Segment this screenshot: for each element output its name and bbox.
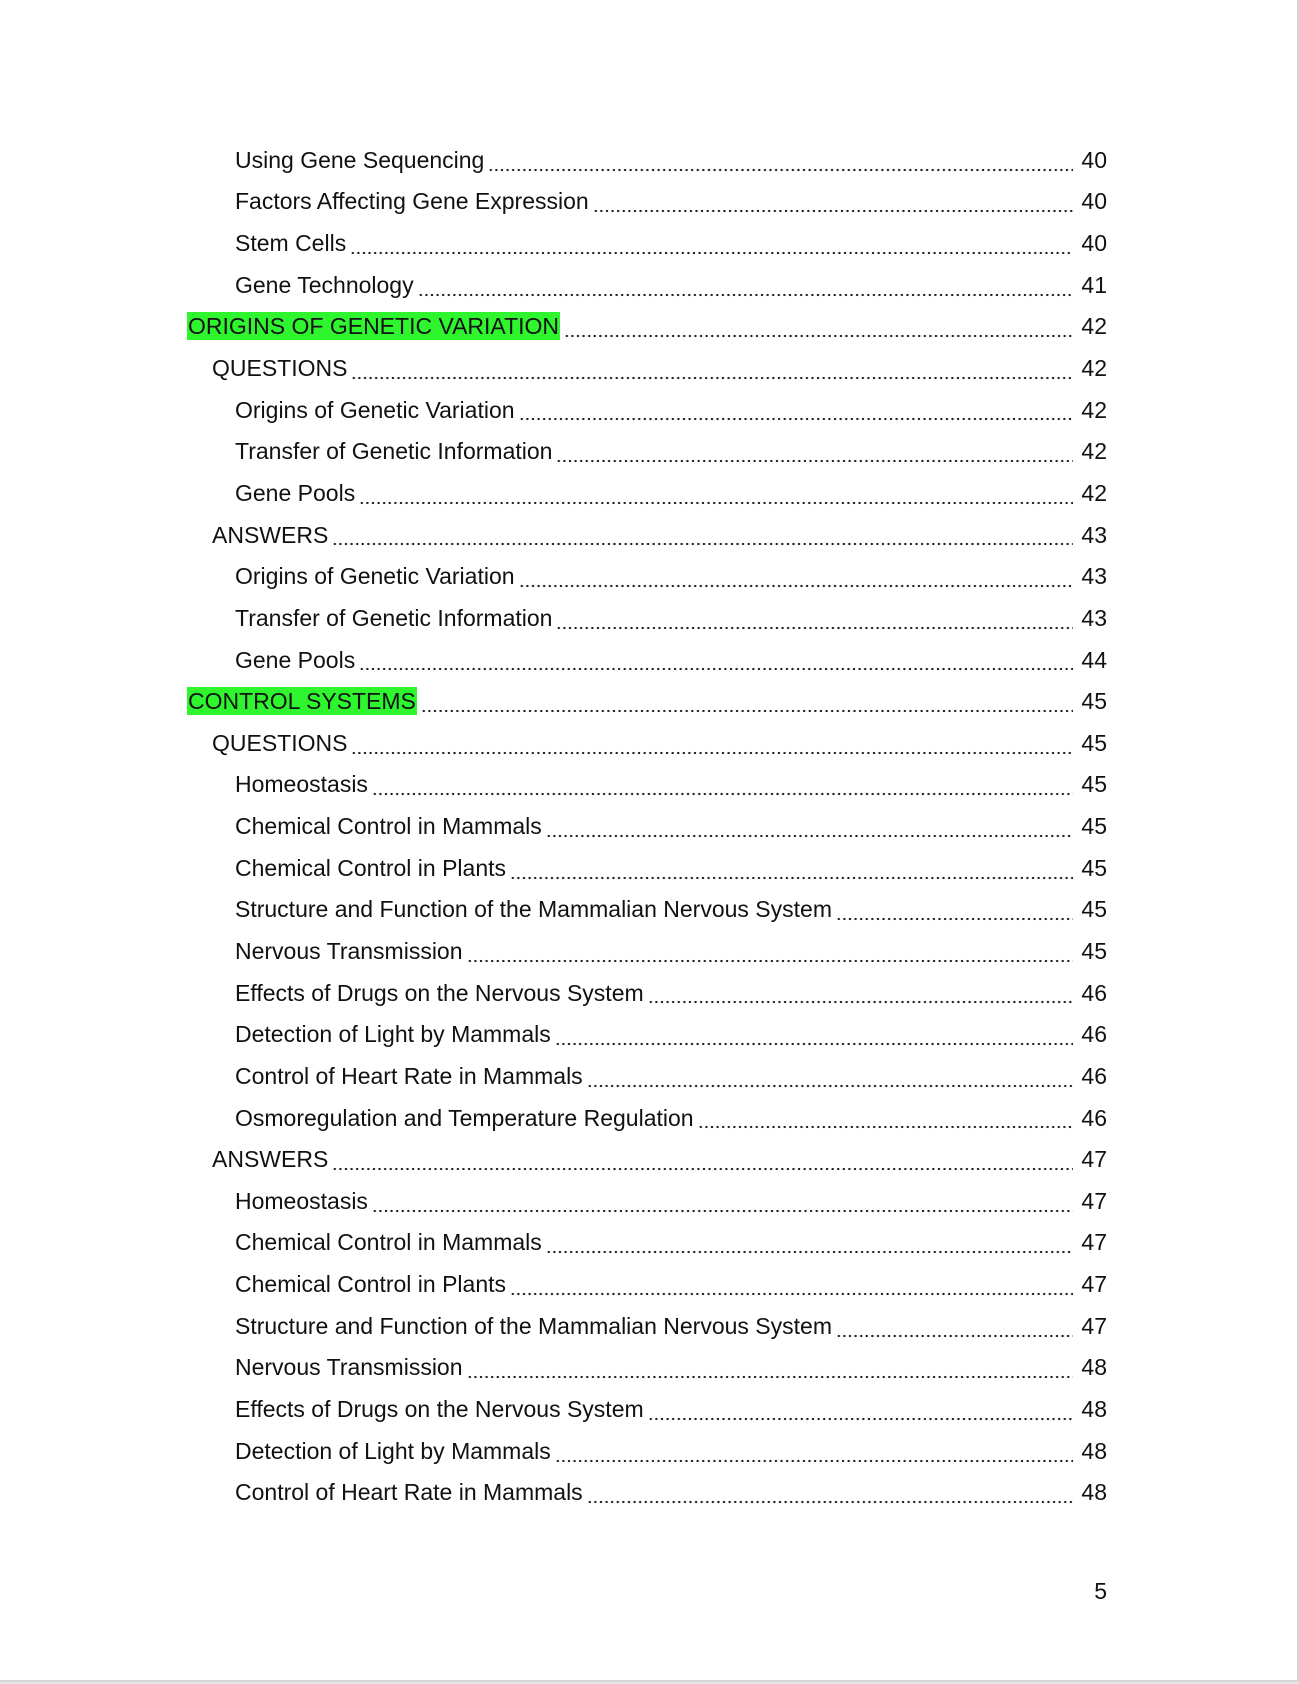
toc-entry[interactable] — [0, 1138, 1297, 1180]
toc-entry-title[interactable]: Effects of Drugs on the Nervous System — [235, 1396, 644, 1423]
toc-entry-page-number[interactable]: 46 — [1081, 1062, 1107, 1089]
dot-leader — [350, 235, 1073, 255]
dot-leader — [593, 193, 1073, 213]
toc-entry-page-number[interactable]: 48 — [1081, 1396, 1107, 1423]
dot-leader — [555, 1443, 1073, 1463]
toc-entry[interactable] — [0, 1472, 1297, 1514]
toc-entry-title[interactable]: Detection of Light by Mammals — [235, 1021, 551, 1048]
dot-leader — [564, 318, 1073, 338]
toc-entry-page-number[interactable]: 41 — [1081, 271, 1107, 298]
toc-entry-title[interactable]: Stem Cells — [235, 230, 347, 257]
dot-leader — [587, 1068, 1073, 1088]
toc-entry[interactable] — [0, 680, 1297, 722]
toc-entry-page-number[interactable]: 42 — [1081, 479, 1107, 506]
toc-entry-title[interactable]: Osmoregulation and Temperature Regulation — [235, 1104, 694, 1131]
toc-entry[interactable] — [0, 430, 1297, 472]
toc-entry-title[interactable]: Factors Affecting Gene Expression — [235, 188, 589, 215]
toc-entry[interactable] — [0, 1305, 1297, 1347]
toc-entry-page-number[interactable]: 43 — [1081, 604, 1107, 631]
toc-entry-title[interactable]: Origins of Genetic Variation — [235, 396, 515, 423]
toc-entry-title[interactable]: ANSWERS — [212, 1146, 329, 1173]
toc-entry-page-number[interactable]: 45 — [1081, 854, 1107, 881]
dot-leader — [351, 735, 1073, 755]
toc-entry-page-number[interactable]: 45 — [1081, 937, 1107, 964]
toc-entry[interactable] — [0, 514, 1297, 556]
table-of-contents — [0, 139, 1297, 1513]
toc-entry-title[interactable]: Structure and Function of the Mammalian Nervous System — [235, 896, 832, 923]
toc-entry[interactable] — [0, 597, 1297, 639]
toc-entry-title[interactable]: Nervous Transmission — [235, 1354, 463, 1381]
toc-entry-title[interactable]: Transfer of Genetic Information — [235, 604, 553, 631]
dot-leader — [648, 1401, 1073, 1421]
toc-entry[interactable] — [0, 222, 1297, 264]
dot-leader — [698, 1109, 1073, 1129]
toc-entry[interactable] — [0, 1097, 1297, 1139]
toc-entry-page-number[interactable]: 45 — [1081, 688, 1107, 715]
toc-entry[interactable] — [0, 930, 1297, 972]
toc-entry[interactable] — [0, 347, 1297, 389]
toc-entry[interactable] — [0, 306, 1297, 348]
toc-entry[interactable] — [0, 389, 1297, 431]
toc-entry-title[interactable]: Origins of Genetic Variation — [235, 563, 515, 590]
toc-entry-title-highlighted[interactable]: CONTROL SYSTEMS — [188, 688, 416, 715]
toc-entry-page-number[interactable]: 40 — [1081, 188, 1107, 215]
dot-leader — [519, 401, 1073, 421]
toc-entry[interactable] — [0, 889, 1297, 931]
dot-leader — [510, 1276, 1073, 1296]
toc-entry-title[interactable]: Chemical Control in Plants — [235, 854, 507, 881]
toc-entry-page-number[interactable]: 42 — [1081, 438, 1107, 465]
toc-entry-title[interactable]: Chemical Control in Mammals — [235, 813, 542, 840]
toc-entry[interactable] — [0, 1055, 1297, 1097]
dot-leader — [546, 1234, 1073, 1254]
dot-leader — [556, 443, 1073, 463]
toc-entry[interactable] — [0, 1222, 1297, 1264]
dot-leader — [519, 568, 1073, 588]
toc-entry-title[interactable]: QUESTIONS — [212, 729, 348, 756]
toc-entry-page-number[interactable]: 47 — [1081, 1271, 1107, 1298]
dot-leader — [556, 610, 1073, 630]
dot-leader — [467, 943, 1073, 963]
toc-entry-title[interactable]: Structure and Function of the Mammalian Nervous System — [235, 1312, 832, 1339]
toc-entry-page-number[interactable]: 47 — [1081, 1229, 1107, 1256]
toc-entry-title[interactable]: Detection of Light by Mammals — [235, 1437, 551, 1464]
toc-entry[interactable] — [0, 722, 1297, 764]
toc-entry[interactable] — [0, 1180, 1297, 1222]
toc-entry-page-number[interactable]: 42 — [1081, 355, 1107, 382]
toc-entry[interactable] — [0, 555, 1297, 597]
toc-entry[interactable] — [0, 972, 1297, 1014]
dot-leader — [372, 776, 1073, 796]
toc-entry[interactable] — [0, 764, 1297, 806]
toc-entry[interactable] — [0, 1430, 1297, 1472]
dot-leader — [332, 1151, 1073, 1171]
toc-entry-page-number[interactable]: 45 — [1081, 729, 1107, 756]
dot-leader — [418, 277, 1073, 297]
toc-entry-title[interactable]: Control of Heart Rate in Mammals — [235, 1479, 583, 1506]
toc-entry-page-number[interactable]: 46 — [1081, 979, 1107, 1006]
toc-entry-title[interactable]: ANSWERS — [212, 521, 329, 548]
page-number: 5 — [1094, 1578, 1107, 1604]
toc-entry-page-number[interactable]: 47 — [1081, 1312, 1107, 1339]
toc-entry-title[interactable]: Gene Technology — [235, 271, 414, 298]
toc-entry-title[interactable]: Using Gene Sequencing — [235, 146, 485, 173]
toc-entry-title-highlighted[interactable]: ORIGINS OF GENETIC VARIATION — [188, 313, 560, 340]
toc-entry-page-number[interactable]: 40 — [1081, 146, 1107, 173]
dot-leader — [467, 1359, 1073, 1379]
dot-leader — [351, 360, 1073, 380]
toc-entry-page-number[interactable]: 45 — [1081, 896, 1107, 923]
toc-entry-title[interactable]: Chemical Control in Mammals — [235, 1229, 542, 1256]
toc-entry-page-number[interactable]: 45 — [1081, 771, 1107, 798]
toc-entry[interactable] — [0, 1347, 1297, 1389]
toc-entry-title[interactable]: Chemical Control in Plants — [235, 1271, 507, 1298]
dot-leader — [332, 526, 1073, 546]
dot-leader — [648, 984, 1073, 1004]
toc-entry-page-number[interactable]: 48 — [1081, 1354, 1107, 1381]
toc-entry-title[interactable]: Nervous Transmission — [235, 937, 463, 964]
toc-entry[interactable] — [0, 639, 1297, 681]
toc-entry[interactable] — [0, 1013, 1297, 1055]
toc-entry-title[interactable]: Homeostasis — [235, 771, 368, 798]
dot-leader — [555, 1026, 1073, 1046]
toc-entry-title[interactable]: Effects of Drugs on the Nervous System — [235, 979, 644, 1006]
toc-entry-page-number[interactable]: 46 — [1081, 1021, 1107, 1048]
dot-leader — [836, 901, 1073, 921]
dot-leader — [359, 485, 1073, 505]
toc-entry-page-number[interactable]: 45 — [1081, 813, 1107, 840]
toc-entry-title[interactable]: Transfer of Genetic Information — [235, 438, 553, 465]
dot-leader — [510, 860, 1073, 880]
toc-entry-page-number[interactable]: 42 — [1081, 313, 1107, 340]
toc-entry-title[interactable]: Gene Pools — [235, 479, 356, 506]
toc-entry[interactable] — [0, 181, 1297, 223]
toc-entry-page-number[interactable]: 42 — [1081, 396, 1107, 423]
toc-entry-title[interactable]: Gene Pools — [235, 646, 356, 673]
toc-entry-page-number[interactable]: 43 — [1081, 521, 1107, 548]
toc-entry-page-number[interactable]: 48 — [1081, 1479, 1107, 1506]
dot-leader — [421, 693, 1073, 713]
toc-entry-page-number[interactable]: 48 — [1081, 1437, 1107, 1464]
toc-entry-page-number[interactable]: 44 — [1081, 646, 1107, 673]
toc-entry-page-number[interactable]: 47 — [1081, 1146, 1107, 1173]
toc-entry-title[interactable]: Control of Heart Rate in Mammals — [235, 1062, 583, 1089]
dot-leader — [359, 651, 1073, 671]
dot-leader — [488, 152, 1073, 172]
toc-entry-title[interactable]: Homeostasis — [235, 1187, 368, 1214]
toc-entry-page-number[interactable]: 46 — [1081, 1104, 1107, 1131]
toc-entry[interactable] — [0, 1263, 1297, 1305]
toc-entry-title[interactable]: QUESTIONS — [212, 355, 348, 382]
toc-entry-page-number[interactable]: 40 — [1081, 230, 1107, 257]
toc-entry[interactable] — [0, 805, 1297, 847]
dot-leader — [372, 1193, 1073, 1213]
toc-entry[interactable] — [0, 847, 1297, 889]
dot-leader — [587, 1484, 1073, 1504]
toc-entry[interactable] — [0, 264, 1297, 306]
dot-leader — [546, 818, 1073, 838]
dot-leader — [836, 1318, 1073, 1338]
toc-entry[interactable] — [0, 139, 1297, 181]
toc-entry[interactable] — [0, 1388, 1297, 1430]
toc-entry-page-number[interactable]: 43 — [1081, 563, 1107, 590]
toc-entry-page-number[interactable]: 47 — [1081, 1187, 1107, 1214]
toc-entry[interactable] — [0, 472, 1297, 514]
